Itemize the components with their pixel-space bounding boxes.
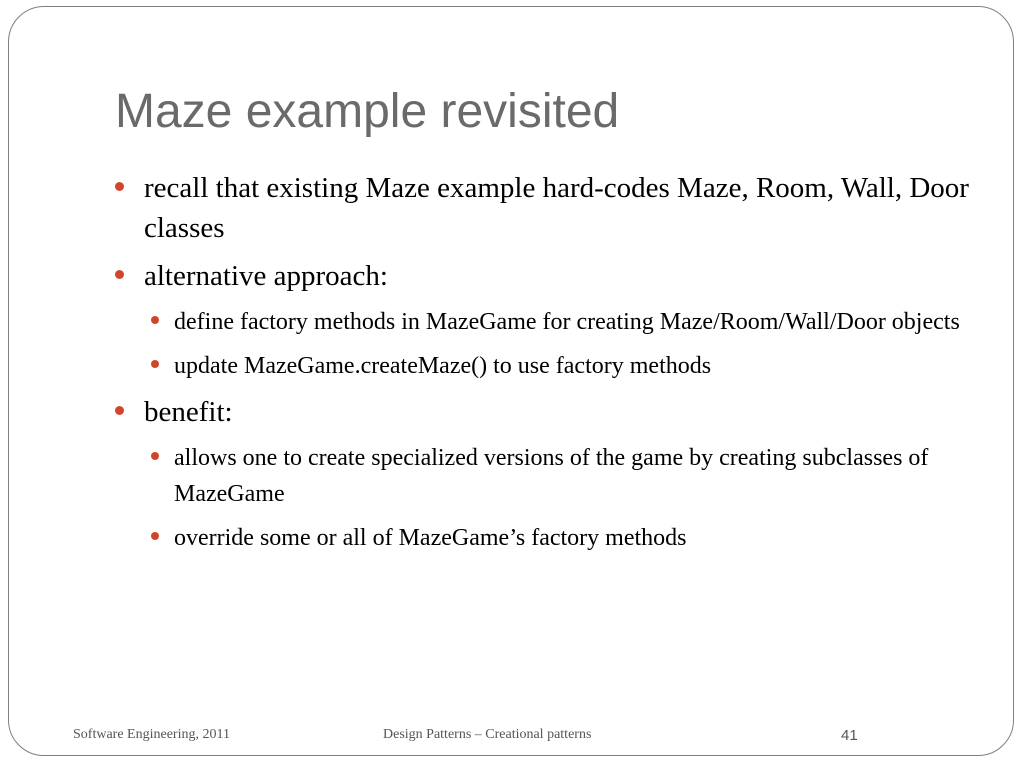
page-number: 41 (841, 727, 858, 744)
bullet-text: recall that existing Maze example hard-codes Maze, Room, Wall, Door classes (144, 172, 969, 244)
bullet-text: alternative approach: (144, 260, 388, 292)
footer-topic: Design Patterns – Creational patterns (383, 727, 592, 742)
sub-bullet-item (145, 348, 975, 384)
slide-title: Maze example revisited (115, 85, 620, 138)
footer-course: Software Engineering, 2011 (73, 727, 230, 742)
bullet-item-1 (115, 168, 975, 248)
bullet-dot-icon (115, 182, 124, 191)
sub-bullet-item (145, 520, 975, 556)
bullet-dot-icon (115, 270, 124, 279)
sub-bullet-text: update MazeGame.createMaze() to use factory methods (174, 353, 712, 379)
bullet-dot-icon (115, 406, 124, 415)
sub-bullet-item (145, 304, 975, 340)
sub-bullet-text: allows one to create specialized versions of the game by creating subclasses of MazeGame (174, 445, 929, 507)
bullet-dot-icon (151, 532, 159, 540)
slide-content (115, 168, 975, 564)
bullet-dot-icon (151, 452, 159, 460)
sub-bullet-text: override some or all of MazeGame’s factory methods (174, 525, 687, 551)
sub-bullet-text: define factory methods in MazeGame for creating Maze/Room/Wall/Door objects (174, 309, 960, 335)
bullet-text: benefit: (144, 396, 233, 428)
sub-bullet-item (145, 440, 975, 512)
bullet-item-2 (115, 256, 975, 296)
bullet-item-3 (115, 392, 975, 432)
bullet-dot-icon (151, 316, 159, 324)
bullet-dot-icon (151, 360, 159, 368)
